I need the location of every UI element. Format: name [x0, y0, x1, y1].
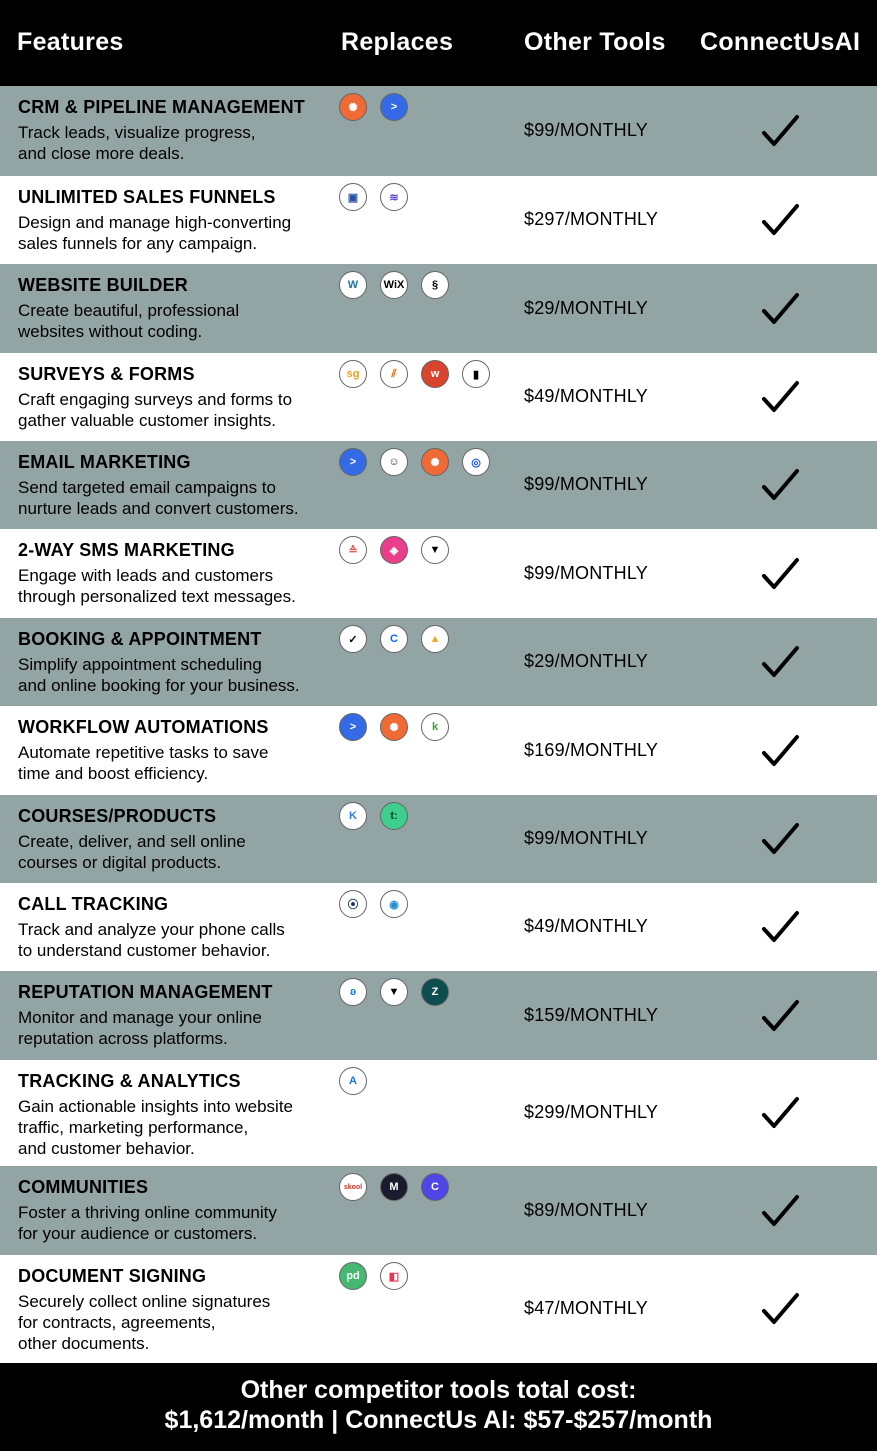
- replaced-tools-icons: [339, 448, 490, 476]
- checkmark-icon: [760, 1291, 800, 1327]
- table-row: [0, 1060, 877, 1166]
- birdeye-icon: ʚ: [339, 978, 367, 1006]
- feature-title: REPUTATION MANAGEMENT: [18, 982, 273, 1002]
- clickfunnels-icon: ▣: [339, 183, 367, 211]
- feature-title: 2-WAY SMS MARKETING: [18, 540, 235, 560]
- other-tools-column-header: Other Tools: [524, 28, 666, 56]
- other-tools-price: $29/MONTHLY: [524, 297, 648, 318]
- activecampaign-icon: >: [339, 713, 367, 741]
- table-row: [0, 353, 877, 441]
- replaced-tools-icons: [339, 183, 408, 211]
- teachable-icon: t:: [380, 802, 408, 830]
- replaced-tools-icons: [339, 360, 490, 388]
- other-tools-price: $169/MONTHLY: [524, 739, 659, 760]
- features-column-header: Features: [17, 28, 124, 56]
- feature-description: Send targeted email campaigns to nurture leads and convert customers.: [18, 478, 299, 518]
- feature-description: Securely collect online signatures for contracts, agreements, other documents.: [18, 1292, 271, 1353]
- surveygizmo-icon: sg: [339, 360, 367, 388]
- acuity-icon: ✓: [339, 625, 367, 653]
- footer-line-1: Other competitor tools total cost:: [240, 1376, 637, 1404]
- replaced-tools-icons: [339, 802, 408, 830]
- other-tools-price: $49/MONTHLY: [524, 916, 648, 936]
- feature-title: SURVEYS & FORMS: [18, 364, 195, 384]
- layers-icon: ≋: [380, 183, 408, 211]
- mighty-networks-icon: M: [380, 1173, 408, 1201]
- wufoo-icon: w: [421, 360, 449, 388]
- table-row: [0, 529, 877, 618]
- feature-title: WORKFLOW AUTOMATIONS: [18, 717, 269, 737]
- feature-description: Track and analyze your phone calls to understand customer behavior.: [18, 920, 285, 960]
- hubspot-icon: ✺: [380, 713, 408, 741]
- checkmark-icon: [760, 644, 800, 680]
- feature-description: Monitor and manage your online reputation across platforms.: [18, 1008, 262, 1048]
- replaced-tools-icons: [339, 1173, 449, 1201]
- skool-icon: skool: [339, 1173, 367, 1201]
- cost-summary-footer: [0, 1363, 877, 1451]
- dropbox-sign-icon: ◧: [380, 1262, 408, 1290]
- feature-title: BOOKING & APPOINTMENT: [18, 629, 262, 649]
- checkmark-icon: [760, 821, 800, 857]
- table-row: [0, 86, 877, 176]
- textmagic-icon: ◈: [380, 536, 408, 564]
- table-row: [0, 795, 877, 883]
- table-row: [0, 971, 877, 1060]
- table-row: [0, 176, 877, 264]
- replaced-tools-icons: [339, 978, 449, 1006]
- activecampaign-icon: >: [380, 93, 408, 121]
- table-row: [0, 618, 877, 706]
- feature-description: Create beautiful, professional websites without coding.: [18, 301, 240, 341]
- table-row: [0, 706, 877, 795]
- feature-description: Create, deliver, and sell online courses or digital products.: [18, 832, 246, 872]
- keap-icon: k: [421, 713, 449, 741]
- checkmark-icon: [760, 556, 800, 592]
- feature-description: Engage with leads and customers through personalized text messages.: [18, 566, 296, 606]
- hubspot-icon: ✺: [339, 93, 367, 121]
- checkmark-icon: [760, 202, 800, 238]
- replaced-tools-icons: [339, 890, 408, 918]
- replaced-tools-icons: [339, 93, 408, 121]
- checkmark-icon: [760, 998, 800, 1034]
- table-row: [0, 883, 877, 971]
- feature-title: WEBSITE BUILDER: [18, 275, 189, 295]
- feature-description: Design and manage high-converting sales funnels for any campaign.: [18, 213, 292, 253]
- feature-description: Simplify appointment scheduling and online booking for your business.: [18, 655, 300, 695]
- replaces-column-header: Replaces: [341, 28, 454, 56]
- other-tools-price: $299/MONTHLY: [524, 1102, 659, 1122]
- other-tools-price: $99/MONTHLY: [524, 562, 648, 583]
- brand-column-header: ConnectUsAI: [700, 28, 861, 56]
- replaced-tools-icons: [339, 271, 449, 299]
- callrail-icon: ⦿: [339, 890, 367, 918]
- other-tools-price: $297/MONTHLY: [524, 209, 659, 229]
- feature-title: CRM & PIPELINE MANAGEMENT: [18, 97, 306, 117]
- callfire-icon: ◉: [380, 890, 408, 918]
- jotform-icon: ⫽: [380, 360, 408, 388]
- replaced-tools-icons: [339, 625, 449, 653]
- reputation-icon: Z: [421, 978, 449, 1006]
- wordpress-icon: W: [339, 271, 367, 299]
- pandadoc-icon: pd: [339, 1262, 367, 1290]
- checkmark-icon: [760, 1193, 800, 1229]
- other-tools-price: $29/MONTHLY: [524, 651, 648, 671]
- table-row: [0, 264, 877, 353]
- feature-title: EMAIL MARKETING: [18, 452, 191, 472]
- activecampaign-icon: >: [339, 448, 367, 476]
- checkmark-icon: [760, 467, 800, 503]
- footer-line-2: $1,612/month | ConnectUs AI: $57-$257/month: [164, 1406, 713, 1434]
- circle-icon: C: [421, 1173, 449, 1201]
- feature-title: UNLIMITED SALES FUNNELS: [18, 187, 276, 207]
- other-tools-price: $99/MONTHLY: [524, 120, 648, 140]
- setmore-icon: ▲: [421, 625, 449, 653]
- typeform-icon: ▮: [462, 360, 490, 388]
- feature-description: Foster a thriving online community for your audience or customers.: [18, 1203, 277, 1243]
- feature-title: DOCUMENT SIGNING: [18, 1266, 207, 1286]
- podium-icon: ▼: [380, 978, 408, 1006]
- checkmark-icon: [760, 113, 800, 149]
- other-tools-price: $89/MONTHLY: [524, 1199, 648, 1220]
- wix-icon: WiX: [380, 271, 408, 299]
- feature-description: Gain actionable insights into website traffic, marketing performance, and customer behavior.: [18, 1097, 293, 1158]
- table-row: [0, 1166, 877, 1255]
- calendly-icon: C: [380, 625, 408, 653]
- kajabi-icon: K: [339, 802, 367, 830]
- checkmark-icon: [760, 291, 800, 327]
- mailchimp-icon: ☺: [380, 448, 408, 476]
- replaced-tools-icons: [339, 536, 449, 564]
- constant-contact-icon: ◎: [462, 448, 490, 476]
- feature-title: COURSES/PRODUCTS: [18, 806, 217, 826]
- table-header: [0, 0, 877, 86]
- simpletexting-icon: ≙: [339, 536, 367, 564]
- table-row: [0, 1255, 877, 1363]
- squarespace-icon: §: [421, 271, 449, 299]
- feature-description: Automate repetitive tasks to save time and boost efficiency.: [18, 743, 269, 783]
- feature-title: TRACKING & ANALYTICS: [18, 1071, 241, 1091]
- checkmark-icon: [760, 733, 800, 769]
- hubspot-icon: ✺: [421, 448, 449, 476]
- replaced-tools-icons: [339, 1067, 367, 1095]
- checkmark-icon: [760, 909, 800, 945]
- replaced-tools-icons: [339, 1262, 408, 1290]
- other-tools-price: $99/MONTHLY: [524, 474, 648, 494]
- other-tools-price: $99/MONTHLY: [524, 828, 648, 848]
- other-tools-price: $159/MONTHLY: [524, 1004, 659, 1025]
- checkmark-icon: [760, 1095, 800, 1131]
- feature-title: CALL TRACKING: [18, 894, 169, 914]
- other-tools-price: $47/MONTHLY: [524, 1298, 648, 1318]
- other-tools-price: $49/MONTHLY: [524, 386, 648, 406]
- table-row: [0, 441, 877, 529]
- analytics-icon: A: [339, 1067, 367, 1095]
- replaced-tools-icons: [339, 713, 449, 741]
- podium-icon: ▼: [421, 536, 449, 564]
- feature-description: Craft engaging surveys and forms to gather valuable customer insights.: [18, 390, 293, 430]
- feature-title: COMMUNITIES: [18, 1177, 149, 1197]
- checkmark-icon: [760, 379, 800, 415]
- feature-description: Track leads, visualize progress, and close more deals.: [18, 123, 256, 163]
